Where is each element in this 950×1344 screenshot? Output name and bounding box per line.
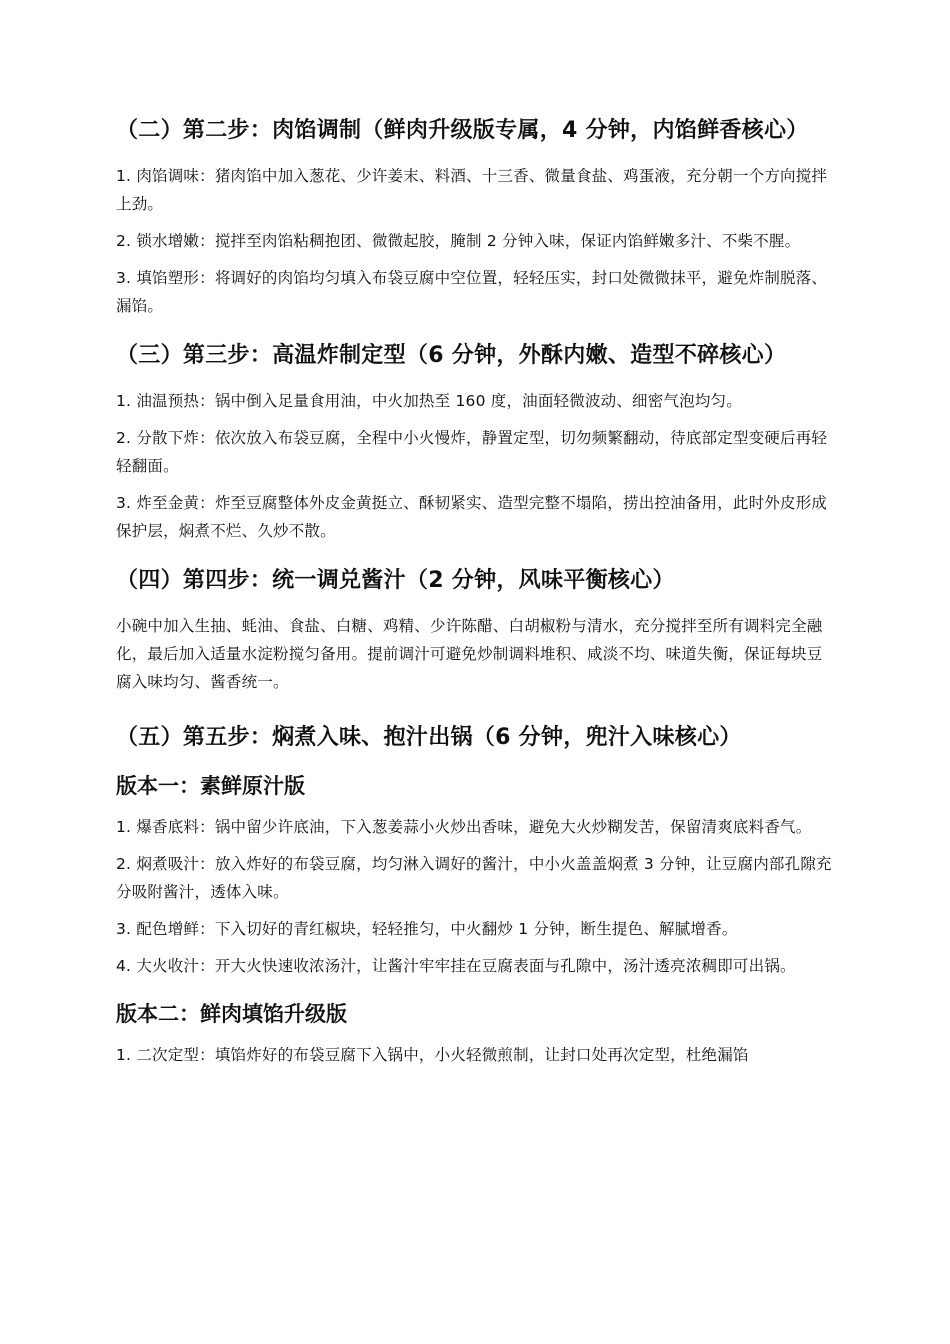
section-heading-step3: （三）第三步：高温炸制定型（6 分钟，外酥内嫩、造型不碎核心） bbox=[116, 343, 787, 368]
list-item: 1. 爆香底料：锅中留少许底油，下入葱姜蒜小火炒出香味，避免大火炒糊发苦，保留清爽底料香气。 bbox=[116, 818, 812, 836]
list-item: 4. 大火收汁：开大火快速收浓汤汁，让酱汁牢牢挂在豆腐表面与孔隙中，汤汁透亮浓稠即可出锅。 bbox=[116, 957, 796, 975]
list-item: 1. 油温预热：锅中倒入足量食用油，中火加热至 160 度，油面轻微波动、细密气泡均匀。 bbox=[116, 392, 742, 410]
list-item: 3. 填馅塑形：将调好的肉馅均匀填入布袋豆腐中空位置，轻轻压实，封口处微微抹平，避免炸制脱落、漏馅。 bbox=[116, 269, 828, 315]
list-item: 3. 炸至金黄：炸至豆腐整体外皮金黄挺立、酥韧紧实、造型完整不塌陷，捞出控油备用，此时外皮形成保护层，焖煮不烂、久炒不散。 bbox=[116, 494, 828, 540]
list-item: 2. 锁水增嫩：搅拌至肉馅粘稠抱团、微微起胶，腌制 2 分钟入味，保证内馅鲜嫩多汁、不柴不腥。 bbox=[116, 232, 801, 250]
list-item: 2. 焖煮吸汁：放入炸好的布袋豆腐，均匀淋入调好的酱汁，中小火盖盖焖煮 3 分钟，让豆腐内部孔隙充分吸附酱汁，透体入味。 bbox=[116, 855, 832, 901]
list-item: 3. 配色增鲜：下入切好的青红椒块，轻轻推匀，中火翻炒 1 分钟，断生提色、解腻增香。 bbox=[116, 920, 738, 938]
list-item: 1. 二次定型：填馅炸好的布袋豆腐下入锅中，小火轻微煎制，让封口处再次定型，杜绝漏馅 bbox=[116, 1046, 749, 1064]
paragraph: 小碗中加入生抽、蚝油、食盐、白糖、鸡精、少许陈醋、白胡椒粉与清水，充分搅拌至所有调料完全融化，最后加入适量水淀粉搅匀备用。提前调汁可避免炒制调料堆积、咸淡不均、味道失衡，保证每块豆腐入味均匀、酱香统一。 bbox=[116, 617, 823, 691]
section-heading-step4: （四）第四步：统一调兑酱汁（2 分钟，风味平衡核心） bbox=[116, 568, 675, 593]
version-heading-2: 版本二：鲜肉填馅升级版 bbox=[116, 1002, 347, 1026]
list-item: 1. 肉馅调味：猪肉馅中加入葱花、少许姜末、料酒、十三香、微量食盐、鸡蛋液，充分朝一个方向搅拌上劲。 bbox=[116, 167, 828, 213]
section-heading-step5: （五）第五步：焖煮入味、抱汁出锅（6 分钟，兜汁入味核心） bbox=[116, 725, 742, 750]
section-heading-step2: （二）第二步：肉馅调制（鲜肉升级版专属，4 分钟，内馅鲜香核心） bbox=[116, 118, 809, 143]
list-item: 2. 分散下炸：依次放入布袋豆腐，全程中小火慢炸，静置定型，切勿频繁翻动，待底部定型变硬后再轻轻翻面。 bbox=[116, 429, 828, 475]
version-heading-1: 版本一：素鲜原汁版 bbox=[116, 774, 305, 798]
